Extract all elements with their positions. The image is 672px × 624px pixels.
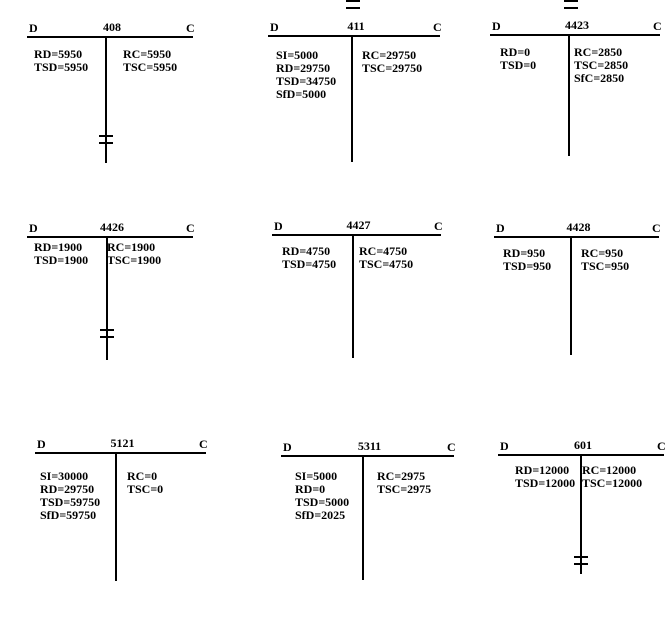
- debit-label: D: [492, 19, 501, 33]
- debit-entries: [34, 241, 88, 267]
- t-account-top-line: [268, 35, 440, 37]
- t-account-top-line: [27, 36, 193, 38]
- credit-entry: TSC=950: [581, 259, 630, 273]
- t-account-top-line: [35, 452, 206, 454]
- credit-entry: RC=29750: [362, 48, 417, 62]
- debit-entry: RD=1900: [34, 240, 83, 254]
- t-account-divider: [352, 234, 354, 358]
- debit-label: D: [496, 221, 505, 235]
- account-number: 4426: [100, 220, 124, 234]
- account-number: 4428: [566, 220, 591, 234]
- credit-entry: RC=2975: [377, 469, 426, 483]
- debit-entries: [282, 245, 336, 271]
- credit-entry: RC=12000: [582, 463, 637, 477]
- credit-entry: SfC=2850: [574, 71, 625, 85]
- debit-entry: TSD=950: [503, 259, 552, 273]
- closing-mark: [100, 329, 114, 338]
- credit-entries: [574, 46, 628, 85]
- debit-entries: [295, 470, 349, 522]
- account-number: 411: [347, 19, 365, 33]
- debit-entry: RD=950: [503, 246, 546, 260]
- debit-entry: SI=5000: [295, 469, 338, 483]
- debit-entry: SI=30000: [40, 469, 89, 483]
- credit-label: C: [186, 21, 195, 35]
- credit-entries: [362, 49, 422, 75]
- credit-entries: [123, 48, 177, 74]
- credit-entries: [377, 470, 431, 496]
- credit-entry: RC=1900: [107, 240, 156, 254]
- debit-entry: RD=29750: [276, 61, 331, 75]
- t-account-divider: [362, 455, 364, 580]
- debit-entry: RD=12000: [515, 463, 570, 477]
- credit-label: C: [653, 19, 662, 33]
- t-account-divider: [351, 35, 353, 162]
- debit-entries: [503, 247, 551, 273]
- closing-mark: [564, 0, 578, 9]
- credit-label: C: [433, 20, 442, 34]
- debit-label: D: [500, 439, 509, 453]
- credit-entry: TSC=29750: [362, 61, 423, 75]
- credit-entry: TSC=1900: [107, 253, 162, 267]
- debit-entry: SfD=2025: [295, 508, 346, 522]
- t-account-top-line: [27, 236, 193, 238]
- debit-entry: TSD=5950: [34, 60, 89, 74]
- debit-entry: TSD=5000: [295, 495, 350, 509]
- debit-entries: [276, 49, 336, 101]
- credit-entries: [127, 470, 163, 496]
- debit-entry: TSD=1900: [34, 253, 89, 267]
- closing-mark: [346, 0, 360, 9]
- credit-entry: TSC=4750: [359, 257, 414, 271]
- credit-label: C: [186, 221, 195, 235]
- account-number: 5121: [110, 436, 135, 450]
- credit-entries: [582, 464, 642, 490]
- credit-entry: RC=950: [581, 246, 624, 260]
- account-number: 4423: [565, 18, 589, 32]
- debit-entry: TSD=34750: [276, 74, 337, 88]
- debit-entry: SfD=5000: [276, 87, 327, 101]
- account-number: 601: [574, 438, 592, 452]
- credit-entries: [581, 247, 629, 273]
- debit-label: D: [37, 437, 46, 451]
- credit-entries: [107, 241, 161, 267]
- debit-entries: [40, 470, 100, 522]
- debit-entry: RD=29750: [40, 482, 95, 496]
- credit-entry: RC=2850: [574, 45, 623, 59]
- closing-mark: [99, 135, 113, 144]
- debit-entries: [500, 46, 536, 72]
- t-account-top-line: [281, 455, 454, 457]
- debit-entry: SI=5000: [276, 48, 319, 62]
- debit-entry: RD=0: [500, 45, 531, 59]
- credit-entry: TSC=0: [127, 482, 164, 496]
- credit-entry: RC=4750: [359, 244, 408, 258]
- debit-entries: [34, 48, 88, 74]
- debit-entry: TSD=59750: [40, 495, 101, 509]
- debit-entry: RD=4750: [282, 244, 331, 258]
- credit-entry: TSC=5950: [123, 60, 178, 74]
- t-account-top-line: [272, 234, 441, 236]
- credit-entry: TSC=12000: [582, 476, 643, 490]
- credit-entry: TSC=2975: [377, 482, 432, 496]
- debit-entry: RD=0: [295, 482, 326, 496]
- t-account-top-line: [490, 34, 660, 36]
- debit-entry: RD=5950: [34, 47, 83, 61]
- credit-label: C: [434, 219, 443, 233]
- debit-entry: TSD=4750: [282, 257, 337, 271]
- t-account-divider: [115, 452, 117, 581]
- account-number: 4427: [346, 218, 371, 232]
- debit-entry: TSD=0: [500, 58, 537, 72]
- credit-entry: RC=0: [127, 469, 158, 483]
- closing-mark: [574, 556, 588, 565]
- t-account-top-line: [494, 236, 659, 238]
- credit-label: C: [447, 440, 456, 454]
- credit-label: C: [199, 437, 208, 451]
- account-number: 408: [103, 20, 121, 34]
- t-account-divider: [570, 236, 572, 355]
- debit-entries: [515, 464, 575, 490]
- credit-entries: [359, 245, 413, 271]
- credit-entry: RC=5950: [123, 47, 172, 61]
- credit-label: C: [652, 221, 661, 235]
- debit-label: D: [270, 20, 279, 34]
- credit-label: C: [657, 439, 666, 453]
- t-account-divider: [568, 34, 570, 156]
- account-number: 5311: [357, 439, 382, 453]
- debit-label: D: [29, 21, 38, 35]
- credit-entry: TSC=2850: [574, 58, 629, 72]
- debit-entry: TSD=12000: [515, 476, 576, 490]
- debit-label: D: [274, 219, 283, 233]
- debit-entry: SfD=59750: [40, 508, 97, 522]
- debit-label: D: [29, 221, 38, 235]
- debit-label: D: [283, 440, 292, 454]
